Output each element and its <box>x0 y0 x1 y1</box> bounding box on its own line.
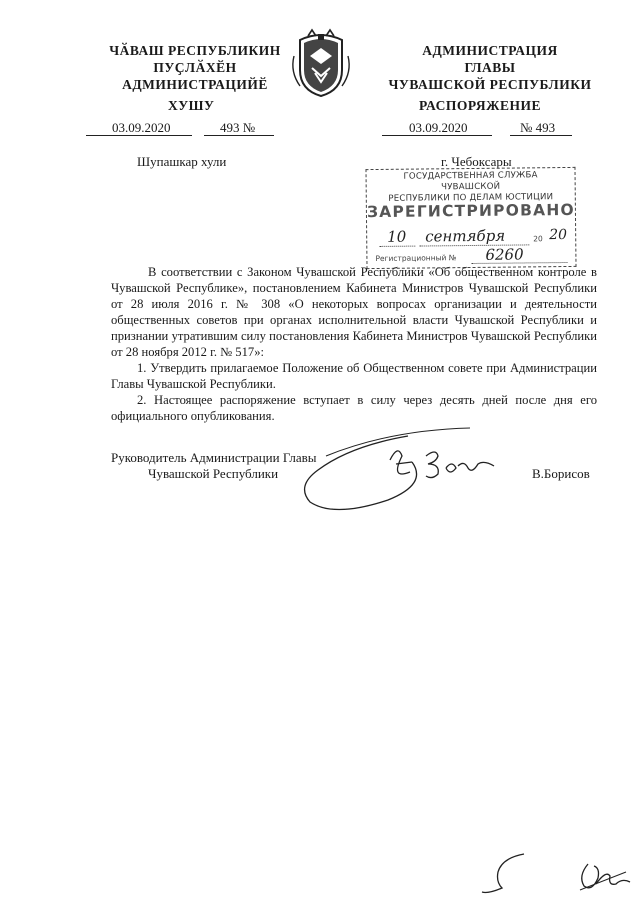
document-body <box>111 264 597 424</box>
doc-type-right: РАСПОРЯЖЕНИЕ <box>419 98 542 113</box>
header-left-line-1: ЧӐВАШ РЕСПУБЛИКИН <box>109 43 281 58</box>
stamp-org-line-2: РЕСПУБЛИКИ ПО ДЕЛАМ ЮСТИЦИИ <box>388 192 554 204</box>
header-left-title <box>90 42 300 93</box>
header-right-line-1: АДМИНИСТРАЦИЯ <box>422 43 558 58</box>
right-number: № 493 <box>520 120 556 135</box>
header-right-title <box>372 42 608 93</box>
stamp-day-line <box>379 246 415 247</box>
right-date: 03.09.2020 <box>409 120 468 135</box>
signatory-position-line-2: Чувашской Республики <box>148 466 279 481</box>
left-city: Шупашкар хули <box>137 154 227 169</box>
bottom-initial-mark-1 <box>480 850 540 898</box>
header-left-line-2: ПУҪЛӐХӖН <box>153 60 237 75</box>
registration-stamp <box>365 167 576 269</box>
signatory-position-line-1: Руководитель Администрации Главы <box>111 450 317 465</box>
stamp-reg-label: Регистрационный № <box>375 253 457 264</box>
left-date-underline <box>86 135 192 136</box>
stamp-month: сентября <box>425 226 506 246</box>
stamp-reg-number: 6260 <box>485 245 524 264</box>
header-left-line-3: АДМИНИСТРАЦИЙӖ <box>122 77 268 92</box>
stamp-year-prefix: 20 <box>533 234 543 244</box>
signatory-name: В.Борисов <box>532 466 590 481</box>
handwritten-signature <box>290 420 540 520</box>
left-number: 493 № <box>220 120 256 135</box>
stamp-org-line-1: ГОСУДАРСТВЕННАЯ СЛУЖБА ЧУВАШСКОЙ <box>403 170 538 193</box>
right-date-underline <box>382 135 492 136</box>
right-city: г. Чебоксары <box>441 154 512 169</box>
body-paragraph-1: В соответствии с Законом Чувашской Республики «Об общественном контроле в Чувашской Республике», постановлением Кабинета Министров Чувашской Республики от 28 июля 2016 г. № 308 «О некоторых вопросах организации и деятельности общественных советов при органах исполнительной власти Чувашской Республики и признании утратившим силу постановления Кабинета Министров Чувашской Республики от 28 ноября 2012 г. № 517»: <box>111 265 597 359</box>
body-paragraph-3: 2. Настоящее распоряжение вступает в силу через десять дней после дня его официального опубликования. <box>111 393 597 423</box>
right-number-underline <box>510 135 572 136</box>
stamp-year-suffix: 20 <box>549 226 568 244</box>
left-date: 03.09.2020 <box>112 120 171 135</box>
body-paragraph-2: 1. Утвердить прилагаемое Положение об Общественном совете при Администрации Главы Чувашской Республики. <box>111 361 597 391</box>
stamp-day: 10 <box>387 227 407 246</box>
doc-type-left: ХУШУ <box>168 98 215 113</box>
header-right-line-3: ЧУВАШСКОЙ РЕСПУБЛИКИ <box>388 77 592 92</box>
stamp-organization <box>373 170 569 205</box>
left-number-underline <box>204 135 274 136</box>
coat-of-arms-emblem <box>288 26 354 100</box>
header-right-line-2: ГЛАВЫ <box>464 60 516 75</box>
stamp-registered-label: ЗАРЕГИСТРИРОВАНО <box>366 200 575 222</box>
bottom-initial-mark-2 <box>572 854 632 898</box>
